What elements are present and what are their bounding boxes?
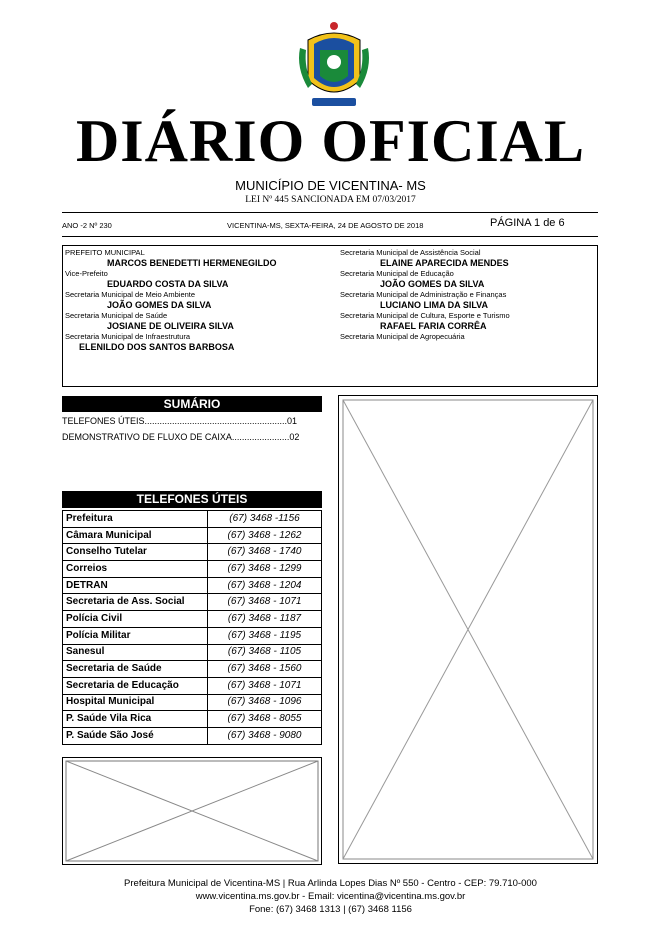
edition-number: ANO -2 Nº 230 [62,221,112,230]
municipality-name: MUNICÍPIO DE VICENTINA- MS [235,178,426,193]
table-row [63,627,322,644]
edition-bar [62,216,598,236]
table-row [63,561,322,578]
contact-phone: (67) 3468 - 1071 [208,677,322,694]
table-row [63,711,322,728]
table-row [63,661,322,678]
sumario-item[interactable]: DEMONSTRATIVO DE FLUXO DE CAIXA.......................02 [62,432,300,442]
official-role: Secretaria Municipal de Assistência Social [340,248,481,257]
table-row [63,544,322,561]
table-row [63,694,322,711]
contact-phone: (67) 3468 - 1740 [208,544,322,561]
official-role: Secretaria Municipal de Agropecuária [340,332,465,341]
contact-phone: (67) 3468 - 1560 [208,661,322,678]
footer-phone: Fone: (67) 3468 1313 | (67) 3468 1156 [249,904,412,915]
table-row [63,611,322,628]
contact-phone: (67) 3468 - 1204 [208,577,322,594]
contact-phone: (67) 3468 - 1299 [208,561,322,578]
telefones-table [62,510,322,745]
official-name: EDUARDO COSTA DA SILVA [107,279,229,289]
official-role: Secretaria Municipal de Administração e Finanças [340,290,507,299]
officials-right-column [340,248,510,342]
image-placeholder-large [338,395,598,864]
officials-left-column [65,248,277,353]
contact-name: Polícia Militar [63,627,208,644]
divider-top [62,212,598,213]
official-role: PREFEITO MUNICIPAL [65,248,145,257]
official-role: Secretaria Municipal de Infraestrutura [65,332,191,341]
official-name: LUCIANO LIMA DA SILVA [380,300,488,310]
contact-name: P. Saúde São José [63,727,208,744]
image-placeholder-small [62,757,322,865]
official-name: ELAINE APARECIDA MENDES [380,258,509,268]
edition-date: VICENTINA-MS, SEXTA-FEIRA, 24 DE AGOSTO DE 2018 [227,221,424,230]
contact-phone: (67) 3468 - 1195 [208,627,322,644]
official-role: Vice-Prefeito [65,269,108,278]
official-name: JOSIANE DE OLIVEIRA SILVA [107,321,234,331]
contact-phone: (67) 3468 - 1096 [208,694,322,711]
official-name: ELENILDO DOS SANTOS BARBOSA [79,342,235,352]
contact-name: Correios [63,561,208,578]
table-row [63,677,322,694]
table-row [63,527,322,544]
contact-name: Hospital Municipal [63,694,208,711]
contact-name: Câmara Municipal [63,527,208,544]
contact-name: Sanesul [63,644,208,661]
sumario-item[interactable]: TELEFONES ÚTEIS.........................................................01 [62,416,298,426]
table-row [63,577,322,594]
contact-name: Secretaria de Ass. Social [63,594,208,611]
contact-phone: (67) 3468 - 1071 [208,594,322,611]
official-role: Secretaria Municipal de Meio Ambiente [65,290,196,299]
contact-name: Prefeitura [63,511,208,528]
telefones-heading: TELEFONES ÚTEIS [62,491,322,508]
contact-phone: (67) 3468 -1156 [208,511,322,528]
official-name: MARCOS BENEDETTI HERMENEGILDO [107,258,277,268]
contact-phone: (67) 3468 - 8055 [208,711,322,728]
contact-name: Secretaria de Educação [63,677,208,694]
footer [0,877,661,916]
law-reference: LEI Nº 445 SANCIONADA EM 07/03/2017 [245,195,416,205]
contact-name: Conselho Tutelar [63,544,208,561]
contact-name: DETRAN [63,577,208,594]
contact-phone: (67) 3468 - 1262 [208,527,322,544]
placeholder-cross-icon [339,396,597,863]
contact-name: Polícia Civil [63,611,208,628]
contact-name: Secretaria de Saúde [63,661,208,678]
official-role: Secretaria Municipal de Cultura, Esporte e Turismo [340,311,510,320]
official-name: JOÃO GOMES DA SILVA [380,279,485,289]
table-row [63,644,322,661]
page-indicator: PÁGINA 1 de 6 [490,217,565,229]
official-name: RAFAEL FARIA CORRÊA [380,321,487,331]
sumario-heading: SUMÁRIO [62,396,322,412]
official-name: JOÃO GOMES DA SILVA [107,300,212,310]
official-role: Secretaria Municipal de Saúde [65,311,168,320]
table-row [63,511,322,528]
table-row [63,594,322,611]
footer-address: Prefeitura Municipal de Vicentina-MS | Rua Arlinda Lopes Dias Nº 550 - Centro - CEP: 79.710-000 [124,878,537,889]
contact-name: P. Saúde Vila Rica [63,711,208,728]
contact-phone: (67) 3468 - 1105 [208,644,322,661]
official-role: Secretaria Municipal de Educação [340,269,454,278]
footer-web[interactable]: www.vicentina.ms.gov.br - Email: vicentina@vicentina.ms.gov.br [195,891,466,902]
officials-box [62,245,598,387]
divider-bottom [62,236,598,237]
contact-phone: (67) 3468 - 9080 [208,727,322,744]
table-row [63,727,322,744]
municipal-crest-emblem [294,18,374,118]
placeholder-cross-icon [63,758,321,864]
contact-phone: (67) 3468 - 1187 [208,611,322,628]
newspaper-title: DIÁRIO OFICIAL [75,108,586,174]
